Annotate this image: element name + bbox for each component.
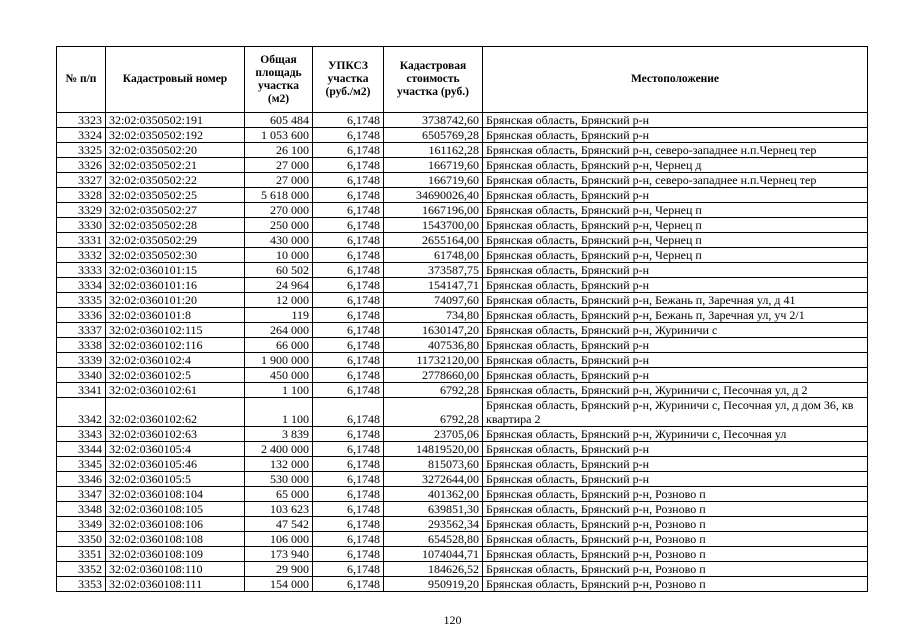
area-value: 29 900 xyxy=(245,562,313,577)
cadastral-number: 32:02:0360105:5 xyxy=(106,472,245,487)
upkcz-value: 6,1748 xyxy=(313,338,384,353)
table-row xyxy=(57,442,868,457)
row-number: 3348 xyxy=(57,502,106,517)
cadastral-cost: 161162,28 xyxy=(384,143,483,158)
area-value: 66 000 xyxy=(245,338,313,353)
row-number: 3340 xyxy=(57,368,106,383)
cadastral-cost: 950919,20 xyxy=(384,577,483,592)
upkcz-value: 6,1748 xyxy=(313,487,384,502)
area-value: 450 000 xyxy=(245,368,313,383)
cadastral-cost: 2655164,00 xyxy=(384,233,483,248)
location: Брянская область, Брянский р-н, Чернец п xyxy=(483,233,868,248)
area-value: 106 000 xyxy=(245,532,313,547)
table-row xyxy=(57,323,868,338)
location: Брянская область, Брянский р-н, Журиничи с, Песочная ул xyxy=(483,427,868,442)
cadastral-number: 32:02:0350502:21 xyxy=(106,158,245,173)
location: Брянская область, Брянский р-н, Журиничи с xyxy=(483,323,868,338)
area-value: 10 000 xyxy=(245,248,313,263)
location: Брянская область, Брянский р-н xyxy=(483,263,868,278)
row-number: 3349 xyxy=(57,517,106,532)
table-row xyxy=(57,203,868,218)
cadastral-cost: 154147,71 xyxy=(384,278,483,293)
cadastral-cost: 815073,60 xyxy=(384,457,483,472)
row-number: 3343 xyxy=(57,427,106,442)
cadastral-cost: 1630147,20 xyxy=(384,323,483,338)
row-number: 3332 xyxy=(57,248,106,263)
location: Брянская область, Брянский р-н, Розново п xyxy=(483,562,868,577)
upkcz-value: 6,1748 xyxy=(313,233,384,248)
cadastral-cost: 639851,30 xyxy=(384,502,483,517)
location: Брянская область, Брянский р-н, Чернец д xyxy=(483,158,868,173)
upkcz-value: 6,1748 xyxy=(313,562,384,577)
header-location: Местоположение xyxy=(483,47,868,113)
table-row xyxy=(57,577,868,592)
cadastral-table xyxy=(56,46,868,592)
table-row xyxy=(57,502,868,517)
location: Брянская область, Брянский р-н xyxy=(483,188,868,203)
cadastral-cost: 407536,80 xyxy=(384,338,483,353)
row-number: 3336 xyxy=(57,308,106,323)
upkcz-value: 6,1748 xyxy=(313,457,384,472)
cadastral-number: 32:02:0350502:28 xyxy=(106,218,245,233)
table-row xyxy=(57,353,868,368)
cadastral-cost: 654528,80 xyxy=(384,532,483,547)
location: Брянская область, Брянский р-н, Чернец п xyxy=(483,203,868,218)
table-row xyxy=(57,487,868,502)
table-row xyxy=(57,278,868,293)
cadastral-cost: 373587,75 xyxy=(384,263,483,278)
header-row xyxy=(57,47,868,113)
table-body xyxy=(57,113,868,592)
row-number: 3346 xyxy=(57,472,106,487)
table-row xyxy=(57,173,868,188)
cadastral-number: 32:02:0360108:110 xyxy=(106,562,245,577)
cadastral-number: 32:02:0350502:29 xyxy=(106,233,245,248)
location: Брянская область, Брянский р-н, Журиничи с, Песочная ул, д 2 xyxy=(483,383,868,398)
upkcz-value: 6,1748 xyxy=(313,547,384,562)
cadastral-number: 32:02:0360102:63 xyxy=(106,427,245,442)
cadastral-number: 32:02:0350502:25 xyxy=(106,188,245,203)
area-value: 264 000 xyxy=(245,323,313,338)
cadastral-cost: 1543700,00 xyxy=(384,218,483,233)
cadastral-number: 32:02:0360101:8 xyxy=(106,308,245,323)
header-upkcz: УПКСЗ участка (руб./м2) xyxy=(313,47,384,113)
cadastral-cost: 734,80 xyxy=(384,308,483,323)
area-value: 132 000 xyxy=(245,457,313,472)
row-number: 3323 xyxy=(57,113,106,128)
row-number: 3350 xyxy=(57,532,106,547)
cadastral-cost: 401362,00 xyxy=(384,487,483,502)
area-value: 430 000 xyxy=(245,233,313,248)
row-number: 3337 xyxy=(57,323,106,338)
upkcz-value: 6,1748 xyxy=(313,577,384,592)
header-cadastral-cost: Кадастровая стоимость участка (руб.) xyxy=(384,47,483,113)
cadastral-cost: 6792,28 xyxy=(384,383,483,398)
cadastral-cost: 293562,34 xyxy=(384,517,483,532)
cadastral-cost: 166719,60 xyxy=(384,173,483,188)
table-row xyxy=(57,338,868,353)
cadastral-number: 32:02:0360108:104 xyxy=(106,487,245,502)
row-number: 3342 xyxy=(57,398,106,427)
upkcz-value: 6,1748 xyxy=(313,308,384,323)
cadastral-number: 32:02:0360102:4 xyxy=(106,353,245,368)
row-number: 3330 xyxy=(57,218,106,233)
row-number: 3334 xyxy=(57,278,106,293)
cadastral-cost: 1667196,00 xyxy=(384,203,483,218)
upkcz-value: 6,1748 xyxy=(313,442,384,457)
upkcz-value: 6,1748 xyxy=(313,143,384,158)
area-value: 65 000 xyxy=(245,487,313,502)
row-number: 3329 xyxy=(57,203,106,218)
area-value: 24 964 xyxy=(245,278,313,293)
area-value: 1 053 600 xyxy=(245,128,313,143)
upkcz-value: 6,1748 xyxy=(313,188,384,203)
upkcz-value: 6,1748 xyxy=(313,517,384,532)
row-number: 3328 xyxy=(57,188,106,203)
row-number: 3351 xyxy=(57,547,106,562)
cadastral-number: 32:02:0360105:4 xyxy=(106,442,245,457)
header-number: № п/п xyxy=(57,47,106,113)
location: Брянская область, Брянский р-н, Розново п xyxy=(483,502,868,517)
cadastral-number: 32:02:0360108:109 xyxy=(106,547,245,562)
cadastral-number: 32:02:0360108:106 xyxy=(106,517,245,532)
cadastral-number: 32:02:0350502:27 xyxy=(106,203,245,218)
upkcz-value: 6,1748 xyxy=(313,427,384,442)
area-value: 154 000 xyxy=(245,577,313,592)
upkcz-value: 6,1748 xyxy=(313,368,384,383)
table-row xyxy=(57,457,868,472)
area-value: 605 484 xyxy=(245,113,313,128)
area-value: 1 100 xyxy=(245,383,313,398)
cadastral-cost: 3738742,60 xyxy=(384,113,483,128)
location: Брянская область, Брянский р-н xyxy=(483,442,868,457)
row-number: 3324 xyxy=(57,128,106,143)
page-number: 120 xyxy=(443,613,462,627)
cadastral-number: 32:02:0360102:62 xyxy=(106,398,245,427)
table-row xyxy=(57,368,868,383)
cadastral-number: 32:02:0360101:20 xyxy=(106,293,245,308)
upkcz-value: 6,1748 xyxy=(313,218,384,233)
table-row xyxy=(57,398,868,427)
cadastral-number: 32:02:0360105:46 xyxy=(106,457,245,472)
cadastral-cost: 14819520,00 xyxy=(384,442,483,457)
cadastral-number: 32:02:0360101:16 xyxy=(106,278,245,293)
upkcz-value: 6,1748 xyxy=(313,293,384,308)
area-value: 47 542 xyxy=(245,517,313,532)
cadastral-number: 32:02:0350502:30 xyxy=(106,248,245,263)
cadastral-cost: 61748,00 xyxy=(384,248,483,263)
cadastral-cost: 34690026,40 xyxy=(384,188,483,203)
location: Брянская область, Брянский р-н, Розново п xyxy=(483,577,868,592)
cadastral-number: 32:02:0360108:111 xyxy=(106,577,245,592)
row-number: 3345 xyxy=(57,457,106,472)
cadastral-number: 32:02:0350502:191 xyxy=(106,113,245,128)
upkcz-value: 6,1748 xyxy=(313,398,384,427)
location: Брянская область, Брянский р-н, Розново п xyxy=(483,547,868,562)
table-row xyxy=(57,562,868,577)
cadastral-cost: 166719,60 xyxy=(384,158,483,173)
upkcz-value: 6,1748 xyxy=(313,472,384,487)
location: Брянская область, Брянский р-н, северо-западнее н.п.Чернец тер xyxy=(483,143,868,158)
location: Брянская область, Брянский р-н xyxy=(483,338,868,353)
table-row xyxy=(57,188,868,203)
location: Брянская область, Брянский р-н xyxy=(483,128,868,143)
cadastral-cost: 6792,28 xyxy=(384,398,483,427)
cadastral-cost: 184626,52 xyxy=(384,562,483,577)
table-row xyxy=(57,472,868,487)
upkcz-value: 6,1748 xyxy=(313,323,384,338)
table-row xyxy=(57,427,868,442)
upkcz-value: 6,1748 xyxy=(313,113,384,128)
upkcz-value: 6,1748 xyxy=(313,383,384,398)
area-value: 530 000 xyxy=(245,472,313,487)
upkcz-value: 6,1748 xyxy=(313,278,384,293)
row-number: 3341 xyxy=(57,383,106,398)
table-row xyxy=(57,547,868,562)
area-value: 5 618 000 xyxy=(245,188,313,203)
area-value: 2 400 000 xyxy=(245,442,313,457)
cadastral-cost: 6505769,28 xyxy=(384,128,483,143)
location: Брянская область, Брянский р-н, Розново п xyxy=(483,487,868,502)
row-number: 3352 xyxy=(57,562,106,577)
area-value: 250 000 xyxy=(245,218,313,233)
cadastral-number: 32:02:0350502:20 xyxy=(106,143,245,158)
area-value: 60 502 xyxy=(245,263,313,278)
table-row xyxy=(57,233,868,248)
table-row xyxy=(57,158,868,173)
location: Брянская область, Брянский р-н, Чернец п xyxy=(483,248,868,263)
cadastral-number: 32:02:0360108:108 xyxy=(106,532,245,547)
cadastral-number: 32:02:0360101:15 xyxy=(106,263,245,278)
cadastral-cost: 1074044,71 xyxy=(384,547,483,562)
row-number: 3338 xyxy=(57,338,106,353)
table-row xyxy=(57,218,868,233)
header-cadastral-number: Кадастровый номер xyxy=(106,47,245,113)
location: Брянская область, Брянский р-н xyxy=(483,472,868,487)
area-value: 27 000 xyxy=(245,173,313,188)
table-row xyxy=(57,128,868,143)
area-value: 26 100 xyxy=(245,143,313,158)
table-row xyxy=(57,293,868,308)
area-value: 103 623 xyxy=(245,502,313,517)
location: Брянская область, Брянский р-н xyxy=(483,353,868,368)
upkcz-value: 6,1748 xyxy=(313,263,384,278)
table-row xyxy=(57,248,868,263)
area-value: 1 900 000 xyxy=(245,353,313,368)
location: Брянская область, Брянский р-н xyxy=(483,368,868,383)
row-number: 3327 xyxy=(57,173,106,188)
location: Брянская область, Брянский р-н, Чернец п xyxy=(483,218,868,233)
row-number: 3353 xyxy=(57,577,106,592)
row-number: 3333 xyxy=(57,263,106,278)
table-row xyxy=(57,113,868,128)
area-value: 119 xyxy=(245,308,313,323)
row-number: 3335 xyxy=(57,293,106,308)
area-value: 173 940 xyxy=(245,547,313,562)
row-number: 3326 xyxy=(57,158,106,173)
table-row xyxy=(57,383,868,398)
table-row xyxy=(57,263,868,278)
row-number: 3344 xyxy=(57,442,106,457)
cadastral-number: 32:02:0360102:115 xyxy=(106,323,245,338)
cadastral-number: 32:02:0360102:61 xyxy=(106,383,245,398)
upkcz-value: 6,1748 xyxy=(313,158,384,173)
row-number: 3331 xyxy=(57,233,106,248)
row-number: 3347 xyxy=(57,487,106,502)
location: Брянская область, Брянский р-н, Бежань п, Заречная ул, уч 2/1 xyxy=(483,308,868,323)
area-value: 27 000 xyxy=(245,158,313,173)
area-value: 270 000 xyxy=(245,203,313,218)
location: Брянская область, Брянский р-н, северо-западнее н.п.Чернец тер xyxy=(483,173,868,188)
upkcz-value: 6,1748 xyxy=(313,248,384,263)
area-value: 12 000 xyxy=(245,293,313,308)
cadastral-number: 32:02:0360102:5 xyxy=(106,368,245,383)
cadastral-number: 32:02:0350502:192 xyxy=(106,128,245,143)
table-row xyxy=(57,308,868,323)
table-row xyxy=(57,532,868,547)
upkcz-value: 6,1748 xyxy=(313,203,384,218)
location: Брянская область, Брянский р-н, Журиничи с, Песочная ул, д дом 36, кв квартира 2 xyxy=(483,398,868,427)
area-value: 1 100 xyxy=(245,398,313,427)
location: Брянская область, Брянский р-н xyxy=(483,278,868,293)
row-number: 3339 xyxy=(57,353,106,368)
upkcz-value: 6,1748 xyxy=(313,173,384,188)
upkcz-value: 6,1748 xyxy=(313,353,384,368)
upkcz-value: 6,1748 xyxy=(313,502,384,517)
location: Брянская область, Брянский р-н xyxy=(483,457,868,472)
row-number: 3325 xyxy=(57,143,106,158)
upkcz-value: 6,1748 xyxy=(313,128,384,143)
area-value: 3 839 xyxy=(245,427,313,442)
header-area: Общая площадь участка (м2) xyxy=(245,47,313,113)
cadastral-cost: 11732120,00 xyxy=(384,353,483,368)
cadastral-number: 32:02:0350502:22 xyxy=(106,173,245,188)
cadastral-cost: 2778660,00 xyxy=(384,368,483,383)
cadastral-cost: 74097,60 xyxy=(384,293,483,308)
table-row xyxy=(57,143,868,158)
location: Брянская область, Брянский р-н xyxy=(483,113,868,128)
cadastral-cost: 23705,06 xyxy=(384,427,483,442)
location: Брянская область, Брянский р-н, Розново п xyxy=(483,517,868,532)
location: Брянская область, Брянский р-н, Розново п xyxy=(483,532,868,547)
upkcz-value: 6,1748 xyxy=(313,532,384,547)
cadastral-number: 32:02:0360102:116 xyxy=(106,338,245,353)
location: Брянская область, Брянский р-н, Бежань п, Заречная ул, д 41 xyxy=(483,293,868,308)
cadastral-number: 32:02:0360108:105 xyxy=(106,502,245,517)
table-row xyxy=(57,517,868,532)
cadastral-cost: 3272644,00 xyxy=(384,472,483,487)
table-header xyxy=(57,47,868,113)
